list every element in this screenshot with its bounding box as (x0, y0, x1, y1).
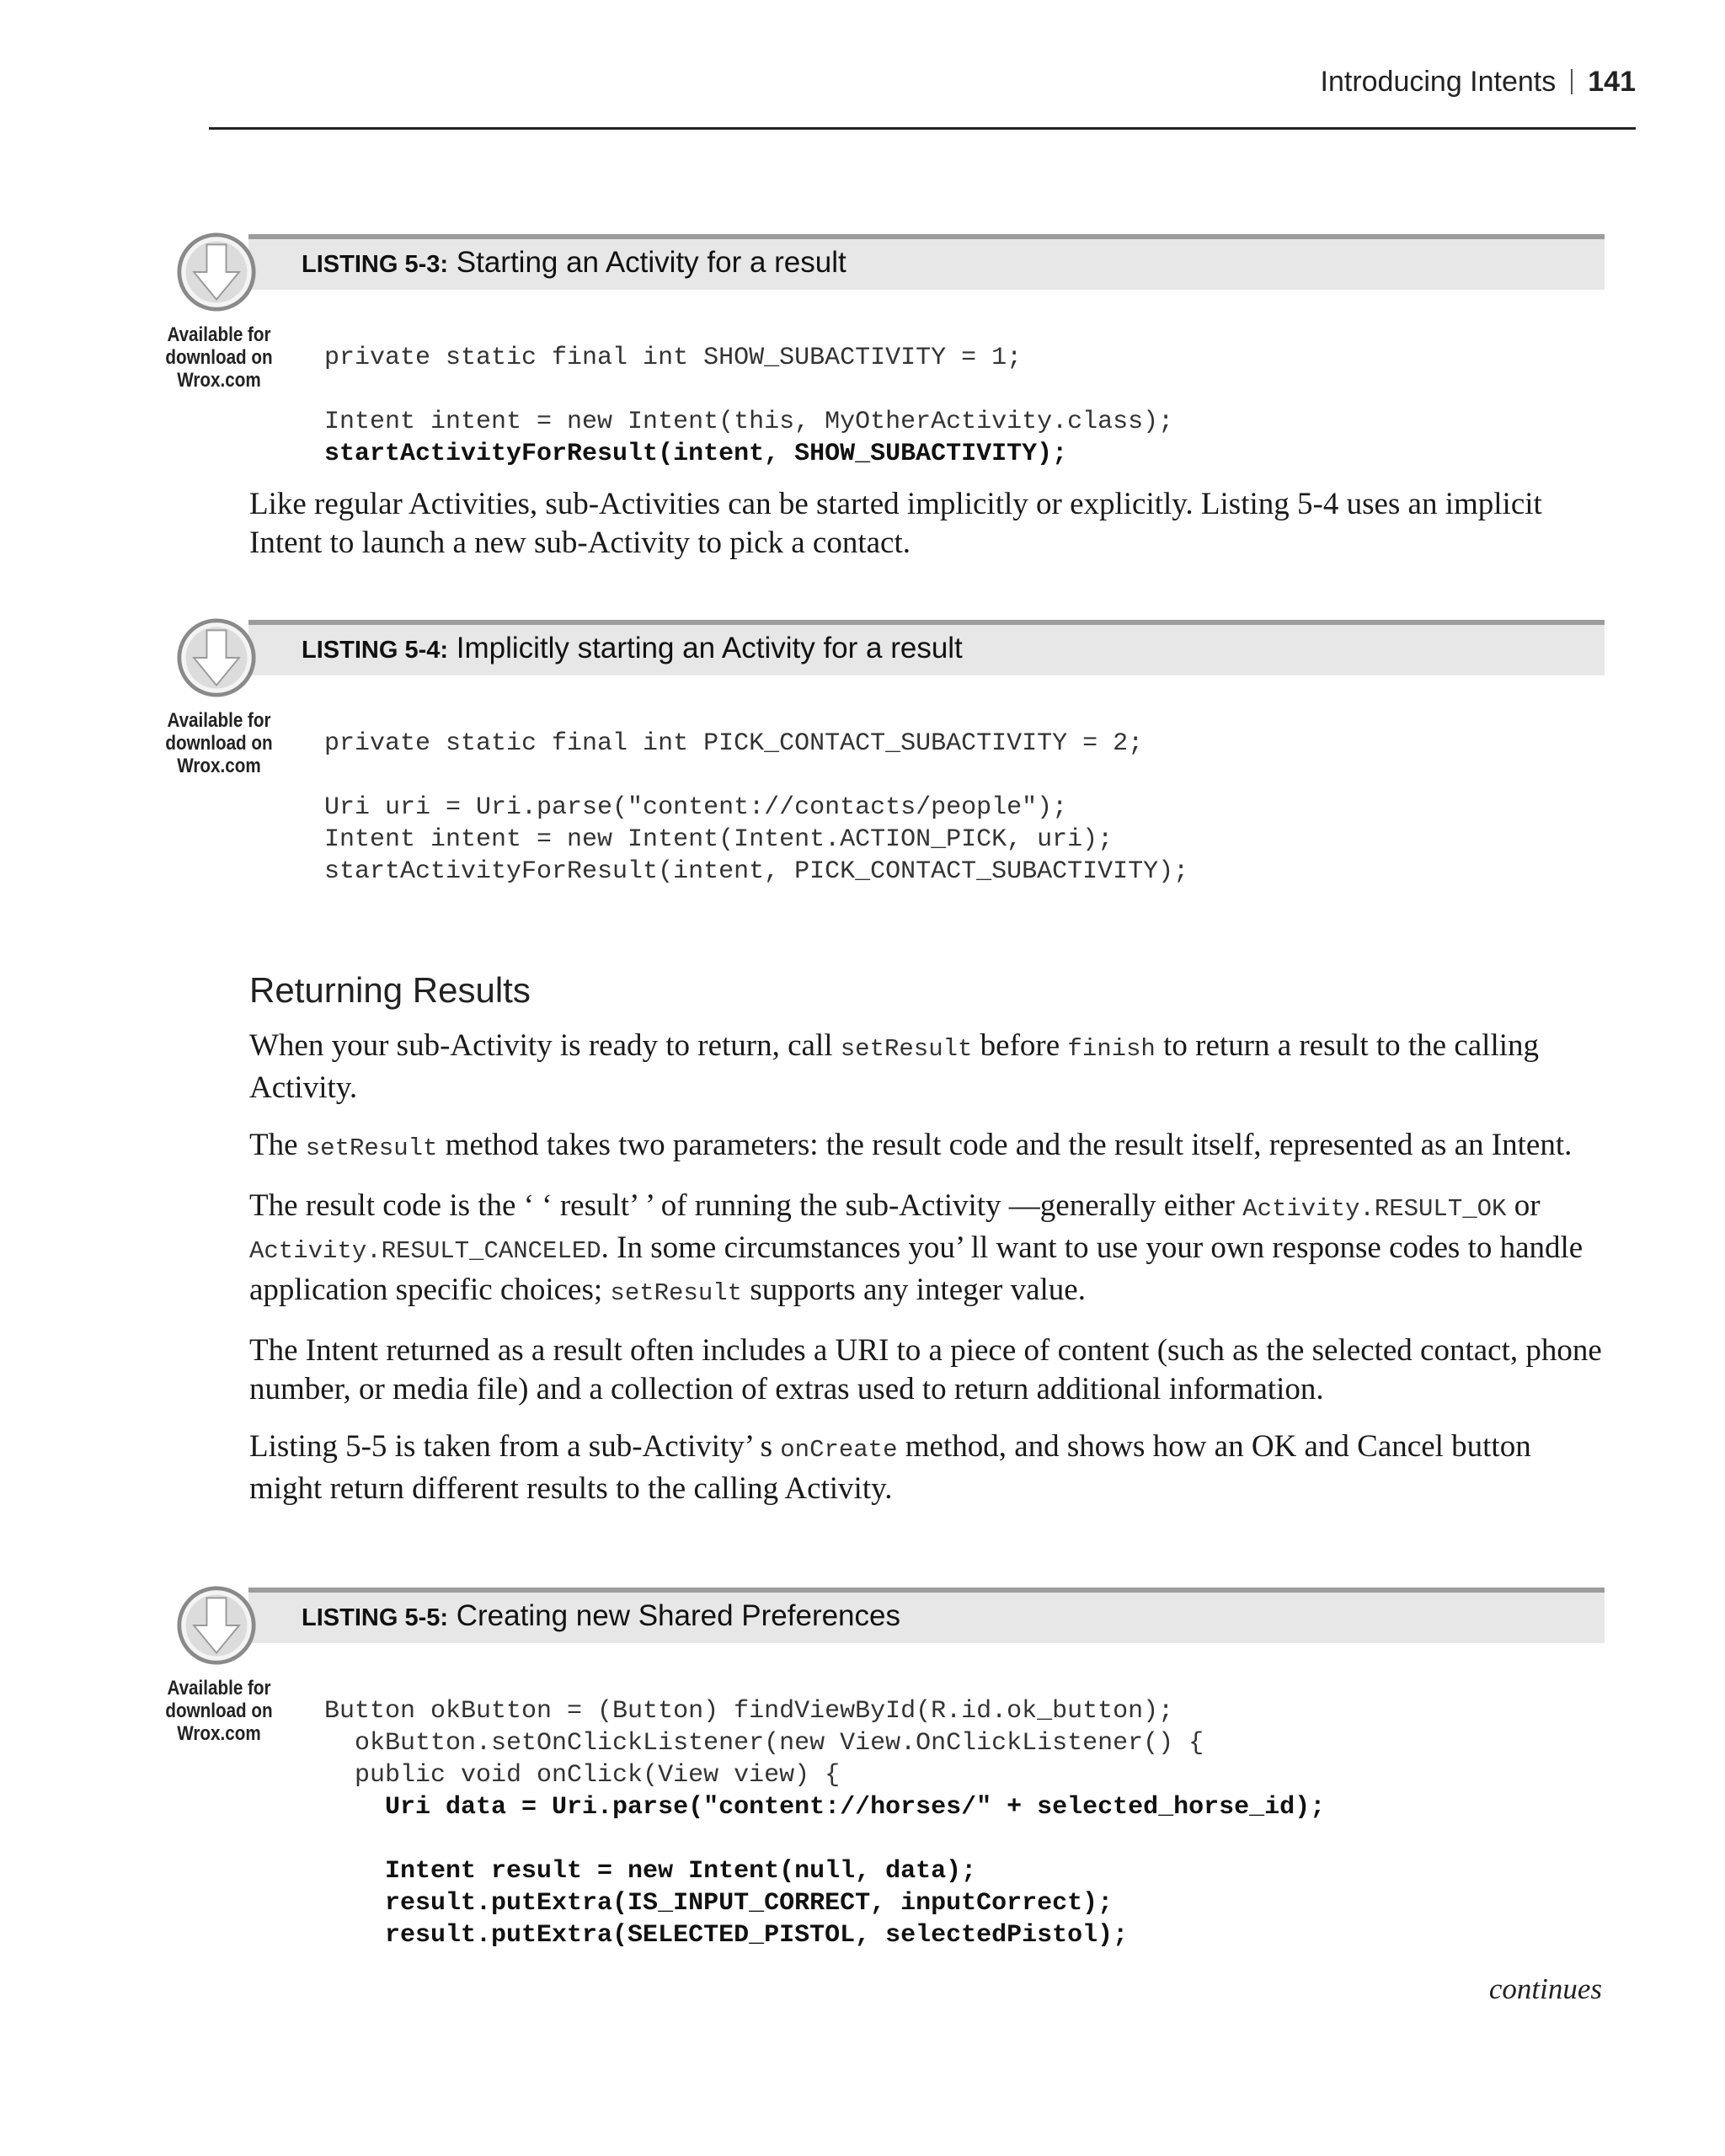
code-line-bold: Intent result = new Intent(null, data); (324, 1857, 977, 1886)
code-line-bold: result.putExtra(IS_INPUT_CORRECT, inputCorrect); (324, 1889, 1114, 1918)
paragraph: The result code is the ‘ ‘ result’ ’ of running the sub-Activity —generally either Activity.RESULT_OK or Activity.RESULT_CANCELED. In some circumstances you’ ll want to use your own response codes to handle application specific choices; setResult supports any integer value. (249, 1188, 1583, 1307)
section-heading: Returning Results (249, 970, 531, 1010)
paragraph: When your sub-Activity is ready to return, call setResult before finish to return a result to the calling Activity. (249, 1028, 1540, 1105)
code-line: Intent intent = new Intent(this, MyOtherActivity.class); (324, 408, 1174, 436)
code-blank-line (324, 374, 1173, 406)
inline-code: setResult (305, 1134, 438, 1162)
download-badge-text: Available for download on Wrox.com (165, 1677, 273, 1745)
paragraph: Listing 5-5 is taken from a sub-Activity’ s onCreate method, and shows how an OK and Cancel button might return different results to the calling Activity. (249, 1429, 1531, 1506)
paragraph: Like regular Activities, sub-Activities can be started implicitly or explicitly. Listing 5-4 uses an implicit Intent to launch a new sub-Activity to pick a contact. (249, 487, 1542, 560)
code-line: Intent intent = new Intent(Intent.ACTION_PICK, uri); (324, 825, 1114, 854)
code-line-bold: Uri data = Uri.parse("content://horses/" + selected_horse_id); (324, 1793, 1326, 1822)
code-line: startActivityForResult(intent, PICK_CONTACT_SUBACTIVITY); (324, 857, 1189, 886)
code-line: private static final int PICK_CONTACT_SUBACTIVITY = 2; (324, 729, 1144, 758)
download-badge-text: Available for download on Wrox.com (165, 709, 273, 777)
code-blank-line (324, 1823, 1325, 1855)
listing-title: Implicitly starting an Activity for a result (456, 632, 963, 664)
code-line: Uri uri = Uri.parse("content://contacts/people"); (324, 793, 1068, 822)
download-arrow-icon (176, 232, 257, 312)
paragraph: The setResult method takes two parameters: the result code and the result itself, represented as an Intent. (249, 1128, 1573, 1162)
paragraph: The Intent returned as a result often includes a URI to a piece of content (such as the selected contact, phone number, or media file) and a collection of extras used to return additional information. (249, 1333, 1602, 1406)
code-block (324, 342, 1173, 470)
continues-label: continues (1488, 1972, 1602, 2005)
inline-code: onCreate (780, 1436, 898, 1464)
code-line: public void onClick(View view) { (324, 1761, 841, 1790)
code-line: okButton.setOnClickListener(new View.OnClickListener() { (324, 1729, 1204, 1758)
code-line: private static final int SHOW_SUBACTIVITY = 1; (324, 344, 1023, 372)
code-block (324, 1695, 1325, 1951)
inline-code: finish (1067, 1035, 1156, 1063)
header-text (1321, 66, 1636, 99)
code-blank-line (324, 760, 1188, 792)
code-block (324, 728, 1188, 888)
header-separator (1571, 69, 1573, 94)
download-badge-text: Available for download on Wrox.com (165, 323, 273, 392)
inline-code: setResult (610, 1279, 743, 1307)
code-line-bold: result.putExtra(SELECTED_PISTOL, selectedPistol); (324, 1921, 1129, 1950)
code-line: Button okButton = (Button) findViewById(R.id.ok_button); (324, 1697, 1174, 1726)
download-arrow-icon (176, 617, 257, 698)
body-text-intro (249, 485, 1605, 581)
listing-label: LISTING 5-5: (302, 1604, 449, 1631)
listing-caption (302, 1599, 900, 1633)
body-text-returning-results (249, 1027, 1605, 1527)
listing-caption (302, 632, 963, 665)
download-arrow-icon (176, 1585, 257, 1666)
listing-label: LISTING 5-4: (302, 637, 449, 664)
listing-caption (302, 246, 846, 280)
chapter-title: Introducing Intents (1320, 66, 1557, 98)
inline-code: setResult (840, 1035, 973, 1063)
code-line-bold: startActivityForResult(intent, SHOW_SUBACTIVITY); (324, 440, 1068, 468)
listing-label: LISTING 5-3: (302, 251, 449, 278)
listing-title: Creating new Shared Preferences (456, 1599, 900, 1632)
inline-code: Activity.RESULT_OK (1242, 1195, 1507, 1223)
listing-title: Starting an Activity for a result (456, 246, 846, 279)
inline-code: Activity.RESULT_CANCELED (249, 1237, 601, 1265)
running-header (209, 62, 1636, 130)
page-number: 141 (1588, 66, 1636, 98)
